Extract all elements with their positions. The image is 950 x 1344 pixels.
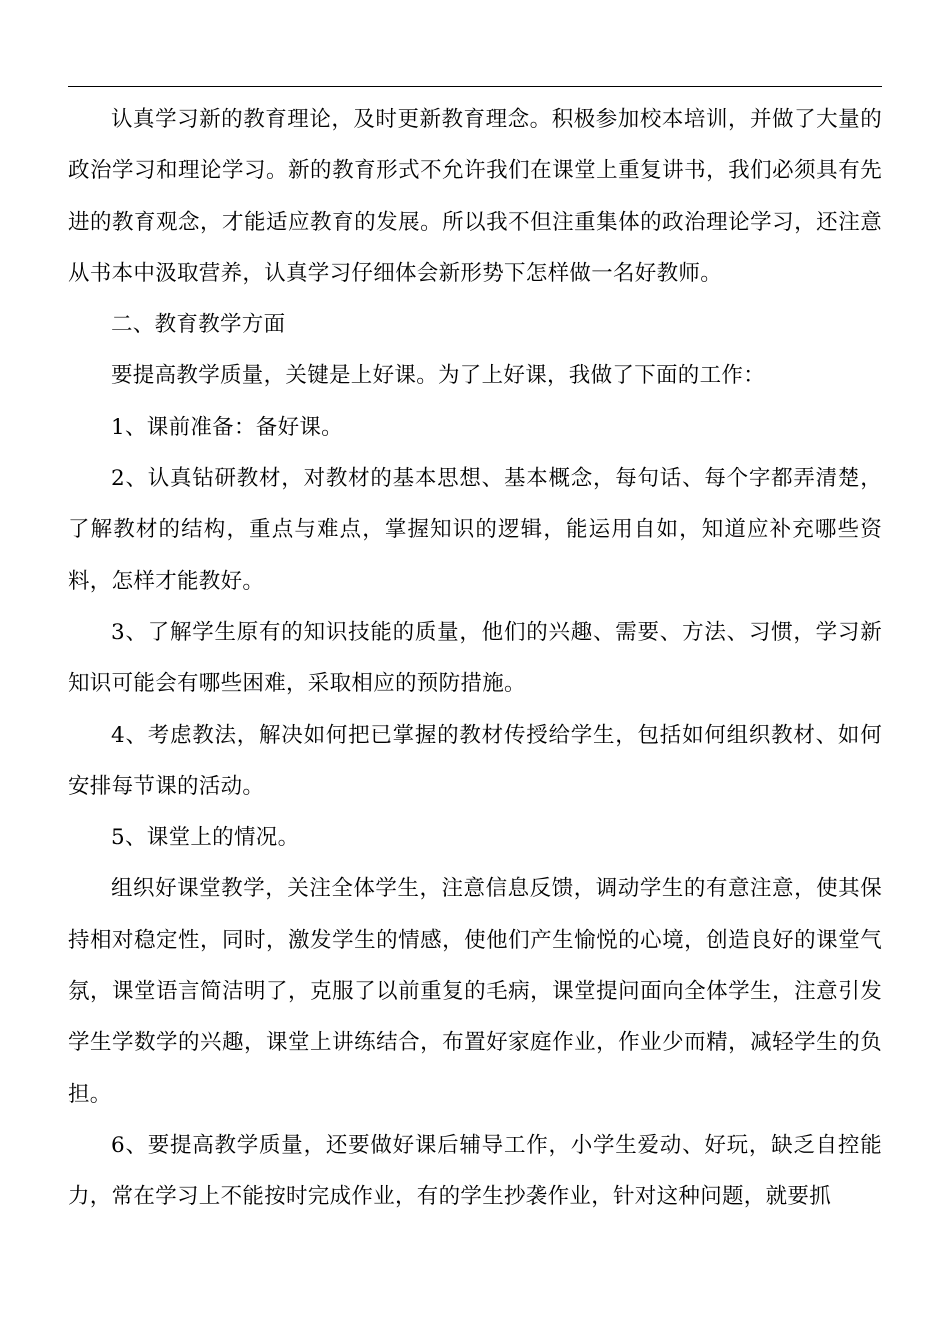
document-body <box>68 94 882 1223</box>
list-item-5: 5、课堂上的情况。 <box>111 825 300 851</box>
paragraph-study-theory: 认真学习新的教育理论，及时更新教育理念。积极参加校本培训，并做了大量的政治学习和理论学习。新的教育形式不允许我们在课堂上重复讲书，我们必须具有先进的教育观念，才能适应教育的发展。所以我不但注重集体的政治理论学习，还注意从书本中汲取营养，认真学习仔细体会新形势下怎样做一名好教师。 <box>68 107 882 286</box>
paragraph-teaching-quality: 要提高教学质量，关键是上好课。为了上好课，我做了下面的工作： <box>111 363 766 389</box>
list-item-6: 6、要提高教学质量，还要做好课后辅导工作，小学生爱动、好玩，缺乏自控能力，常在学习上不能按时完成作业，有的学生抄袭作业，针对这种问题，就要抓 <box>68 1132 882 1210</box>
list-item-2: 2、认真钻研教材，对教材的基本思想、基本概念，每句话、每个字都弄清楚，了解教材的结构，重点与难点，掌握知识的逻辑，能运用自如，知道应补充哪些资料，怎样才能教好。 <box>68 466 882 594</box>
section-heading-teaching: 二、教育教学方面 <box>111 312 286 338</box>
header-rule <box>68 86 882 87</box>
list-item-4: 4、考虑教法，解决如何把已掌握的教材传授给学生，包括如何组织教材、如何安排每节课的活动。 <box>68 722 882 799</box>
list-item-1: 1、课前准备：备好课。 <box>111 414 343 440</box>
list-item-3: 3、了解学生原有的知识技能的质量，他们的兴趣、需要、方法、习惯，学习新知识可能会有哪些困难，采取相应的预防措施。 <box>68 619 882 697</box>
paragraph-classroom: 组织好课堂教学，关注全体学生，注意信息反馈，调动学生的有意注意，使其保持相对稳定性，同时，激发学生的情感，使他们产生愉悦的心境，创造良好的课堂气氛，课堂语言简洁明了，克服了以前重复的毛病，课堂提问面向全体学生，注意引发学生学数学的兴趣，课堂上讲练结合，布置好家庭作业，作业少而精，减轻学生的负担。 <box>68 876 882 1107</box>
